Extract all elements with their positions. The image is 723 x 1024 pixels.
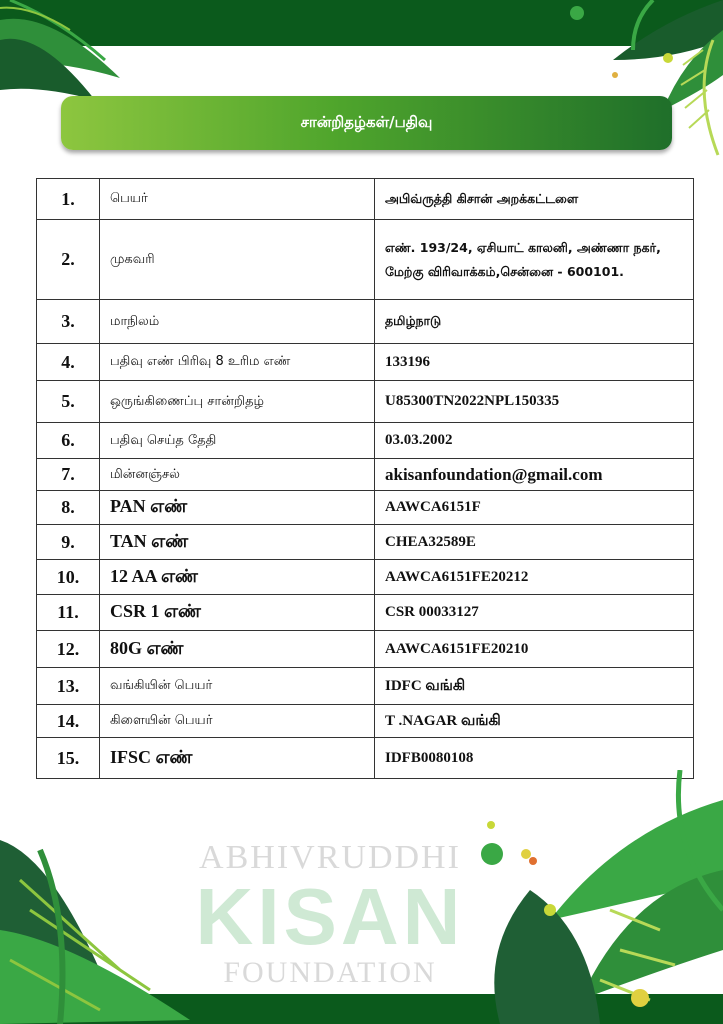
dot-icon (568, 4, 586, 22)
row-number: 14. (37, 705, 100, 738)
row-label: TAN எண் (100, 525, 375, 560)
watermark-line-2: KISAN (195, 872, 465, 961)
row-number: 11. (37, 595, 100, 631)
row-number: 1. (37, 179, 100, 220)
table-row (37, 220, 694, 300)
row-number: 15. (37, 738, 100, 779)
row-number: 6. (37, 423, 100, 459)
row-value: CHEA32589E (375, 525, 694, 560)
table-row (37, 459, 694, 491)
table-row (37, 525, 694, 560)
row-number: 2. (37, 220, 100, 300)
table-row (37, 423, 694, 459)
row-number: 5. (37, 381, 100, 423)
row-number: 13. (37, 668, 100, 705)
row-label: IFSC எண் (100, 738, 375, 779)
address-line-1: எண். 193/24, ஏசியாட் காலனி, அண்ணா நகர், (385, 239, 661, 255)
row-value (375, 220, 694, 300)
page-title: சான்றிதழ்கள்/பதிவு (300, 113, 433, 131)
row-value: AAWCA6151FE20212 (375, 560, 694, 595)
table-row (37, 595, 694, 631)
row-label: CSR 1 எண் (100, 595, 375, 631)
row-value: IDFB0080108 (375, 738, 694, 779)
table-row (37, 705, 694, 738)
row-label: மின்னஞ்சல் (100, 459, 375, 491)
row-number: 9. (37, 525, 100, 560)
row-number: 3. (37, 300, 100, 344)
row-value: 133196 (375, 344, 694, 381)
row-label: பதிவு எண் பிரிவு 8 உரிம எண் (100, 344, 375, 381)
row-value: CSR 00033127 (375, 595, 694, 631)
watermark-logo (160, 838, 500, 990)
row-value: அபிவ்ருத்தி கிசான் அறக்கட்டளை (375, 179, 694, 220)
dot-icon (526, 854, 540, 868)
row-number: 8. (37, 491, 100, 525)
row-value: தமிழ்நாடு (375, 300, 694, 344)
watermark-line-1: ABHIVRUDDHI (199, 839, 461, 876)
row-value: AAWCA6151F (375, 491, 694, 525)
details-table (36, 178, 694, 779)
row-label: PAN எண் (100, 491, 375, 525)
table-row (37, 668, 694, 705)
table-row (37, 179, 694, 220)
watermark-line-3: FOUNDATION (223, 956, 437, 989)
row-value: U85300TN2022NPL150335 (375, 381, 694, 423)
row-value: AAWCA6151FE20210 (375, 631, 694, 668)
title-bar (61, 96, 672, 150)
row-label: பெயர் (100, 179, 375, 220)
table-row (37, 560, 694, 595)
row-number: 7. (37, 459, 100, 491)
row-number: 10. (37, 560, 100, 595)
palm-leaf-icon (470, 770, 723, 1024)
row-label: வங்கியின் பெயர் (100, 668, 375, 705)
row-label: 80G எண் (100, 631, 375, 668)
table-row (37, 491, 694, 525)
row-value: T .NAGAR வங்கி (375, 705, 694, 738)
row-number: 12. (37, 631, 100, 668)
address-line-2: மேற்கு விரிவாக்கம்,சென்னை - 600101. (385, 263, 624, 279)
table-row (37, 381, 694, 423)
row-number: 4. (37, 344, 100, 381)
row-label: முகவரி (100, 220, 375, 300)
palm-leaf-icon (0, 0, 130, 110)
table-row (37, 631, 694, 668)
row-label: பதிவு செய்த தேதி (100, 423, 375, 459)
table-row (37, 300, 694, 344)
dot-icon (484, 818, 498, 832)
row-value: akisanfoundation@gmail.com (375, 459, 694, 491)
row-label: 12 AA எண் (100, 560, 375, 595)
row-label: ஒருங்கிணைப்பு சான்றிதழ் (100, 381, 375, 423)
table-row (37, 344, 694, 381)
row-value: IDFC வங்கி (375, 668, 694, 705)
row-label: கிளையின் பெயர் (100, 705, 375, 738)
row-value: 03.03.2002 (375, 423, 694, 459)
row-label: மாநிலம் (100, 300, 375, 344)
